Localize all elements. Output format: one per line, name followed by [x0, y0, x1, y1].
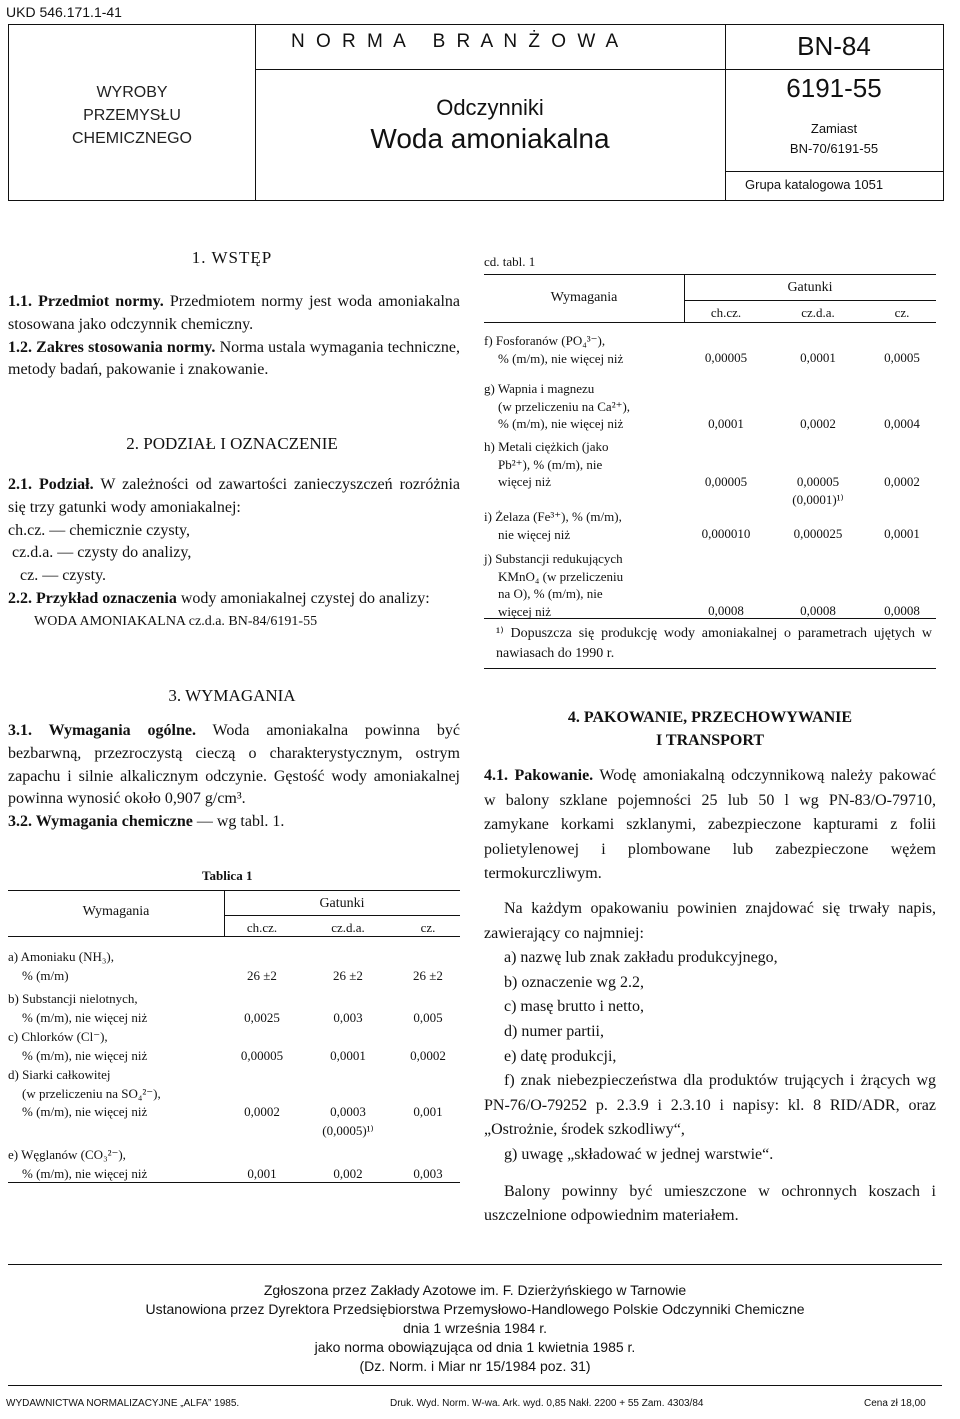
label-item-g: g) uwagę „składować w jednej warstwie“. [504, 1145, 774, 1163]
section-2-title: 2. PODZIAŁ I OZNACZENIE [126, 434, 338, 453]
label-item-d: d) numer partii, [504, 1022, 604, 1040]
grade-1: ch.cz. — chemicznie czysty, [8, 521, 190, 539]
table-1 [8, 890, 460, 1186]
norm-number: 6191-55 [786, 73, 882, 103]
t1-col-czda: cz.d.a. [331, 920, 365, 935]
t1c-row-h-v2: 0,00005 [796, 474, 840, 489]
p12-text: Norma ustala wymagania techniczne, metody badań, pakowanie i znakowanie. [8, 338, 460, 379]
label-item-f: f) znak niebezpieczeństwa dla produktów trujących i żrących wg PN-76/O-79252 p. 2.3.9 i 2.3.10 i napisy: kl. 8 RID/ADR, oraz „Ostrożnie, środek szkodliwy“, [484, 1072, 936, 1139]
t1c-row-j-v3: 0,0008 [884, 603, 920, 618]
t1c-row-h-l1: h) Metali ciężkich (jako [484, 439, 609, 454]
t1c-row-g-v3: 0,0004 [884, 416, 920, 431]
section-4-text [484, 764, 936, 1229]
t1c-row-h-l3: więcej niż [498, 474, 552, 489]
t1c-row-h [484, 438, 936, 508]
udc-code: UKD 546.171.1-41 [6, 4, 122, 20]
publisher-imprint: WYDAWNICTWA NORMALIZACYJNE „ALFA” 1985. [6, 1398, 240, 1409]
t1-row-b-v3: 0,005 [413, 1010, 443, 1025]
p41-heading: 4.1. Pakowanie. [484, 767, 594, 784]
approval-line-1: Zgłoszona przez Zakłady Azotowe im. F. Dzierżyńskiego w Tarnowie [263, 1282, 687, 1298]
price: Cena zł 18,00 [864, 1398, 926, 1409]
category: Odczynniki [436, 95, 544, 120]
p42-text: Na każdym opakowaniu powinien znajdować się trwały napis, zawierający co najmniej: [484, 899, 936, 942]
norm-type: N O R M A B R A N Ż O W A [291, 31, 622, 52]
section-3-title: 3. WYMAGANIA [168, 686, 296, 705]
t1c-row-f-v3: 0,0005 [884, 350, 920, 365]
p21-heading: 2.1. Podział. [8, 476, 94, 493]
p31-heading: 3.1. Wymagania ogólne. [8, 722, 196, 739]
t1-row-c-v1: 0,00005 [240, 1048, 284, 1063]
t1c-row-h-v1: 0,00005 [704, 474, 748, 489]
p22-text: wody amoniakalnej czystej do analizy: [180, 589, 430, 607]
t1-row-d-v3: 0,001 [413, 1104, 443, 1119]
label-items [484, 946, 936, 1069]
t1-row-b-label2: % (m/m), nie więcej niż [22, 1009, 148, 1025]
t1c-row-j [484, 550, 936, 622]
t1-row-d-label1: d) Siarki całkowitej [8, 1067, 111, 1082]
t1c-row-i-v3: 0,0001 [884, 526, 920, 541]
t1-row-b-v1: 0,0025 [244, 1010, 280, 1025]
p12-heading: 1.2. Zakres stosowania normy. [8, 338, 216, 356]
t1-row-a-label2: % (m/m) [22, 967, 69, 983]
t1-row-c-label1: c) Chlorków (Cl⁻), [8, 1029, 108, 1044]
t1c-row-h-note: (0,0001)¹⁾ [792, 492, 844, 507]
t1-row-d-note: (0,0005)¹⁾ [322, 1123, 374, 1138]
t1c-row-g [484, 380, 936, 438]
t1-row-c [8, 1028, 460, 1066]
t1c-row-f-l1: f) Fosforanów (PO₄³⁻), [484, 333, 606, 348]
t1c-col-czda: cz.d.a. [801, 305, 835, 320]
t1-row-c-v3: 0,0002 [410, 1048, 446, 1063]
t1-header-requirements: Wymagania [82, 904, 150, 919]
bn-code: BN-84 [797, 31, 871, 61]
t1-row-a-v3: 26 ±2 [413, 968, 443, 983]
t1-col-cz: cz. [420, 920, 436, 935]
t1c-row-j-l2: KMnO₄ (w przeliczeniu [498, 568, 624, 584]
table1-title: Tablica 1 [202, 868, 253, 883]
header-box [8, 24, 944, 201]
t1-row-d [8, 1066, 460, 1146]
t1c-header-requirements: Wymagania [550, 290, 618, 305]
t1c-row-j-l3: na O), % (m/m), nie [498, 586, 603, 601]
t1c-row-j-l4: więcej niż [498, 603, 552, 619]
t1-row-e-v2: 0,002 [333, 1166, 363, 1181]
approval-block [8, 1264, 942, 1386]
t1c-row-g-l1: g) Wapnia i magnezu [484, 381, 595, 396]
section-3-text [8, 720, 460, 834]
p11-heading: 1.1. Przedmiot normy. [8, 293, 164, 310]
catalog-group: Grupa katalogowa 1051 [745, 177, 884, 192]
t1-row-a-label1: a) Amoniaku (NH₃), [8, 949, 114, 964]
t1-row-c-v2: 0,0001 [330, 1048, 366, 1063]
approval-line-3: dnia 1 września 1984 r. [403, 1320, 547, 1336]
t1c-row-g-l3: % (m/m), nie więcej niż [498, 416, 624, 431]
t1c-body [484, 332, 936, 622]
t1-row-c-label2: % (m/m), nie więcej niż [22, 1047, 148, 1063]
section-2-text [8, 474, 460, 634]
t1c-row-g-v2: 0,0002 [800, 416, 836, 431]
t1c-row-f-v2: 0,0001 [800, 350, 836, 365]
section-1-title: 1. WSTĘP [191, 248, 273, 267]
replaces-ref: BN-70/6191-55 [789, 141, 879, 156]
t1-row-b-v2: 0,003 [333, 1010, 363, 1025]
t1c-row-f [484, 332, 936, 380]
left-line-2: PRZEMYSŁU [83, 107, 181, 124]
p22-heading: 2.2. Przykład oznaczenia [8, 589, 177, 607]
t1-row-e-label2: % (m/m), nie więcej niż [22, 1165, 148, 1181]
grade-3: cz. — czysty. [20, 567, 107, 585]
p43-text: Balony powinny być umieszczone w ochronnych koszach i uszczelnione odpowiednim materiałem. [484, 1182, 936, 1225]
product-name: Woda amoniakalna [370, 123, 610, 154]
t1-row-a-v2: 26 ±2 [333, 968, 363, 983]
label-item-e: e) datę produkcji, [504, 1047, 617, 1065]
print-info: Druk. Wyd. Norm. W-wa. Ark. wyd. 0,85 Nakł. 2200 + 55 Zam. 4303/84 [390, 1398, 704, 1409]
approval-line-2: Ustanowiona przez Dyrektora Przedsiębiorstwa Przemysłowo-Handlowego Polskie Odczynniki Chemiczne [145, 1301, 805, 1317]
approval-line-4: jako norma obowiązująca od dnia 1 kwietnia 1985 r. [314, 1339, 636, 1355]
label-item-c: c) masę brutto i netto, [504, 998, 644, 1016]
t1-row-b [8, 990, 460, 1028]
t1-header-grades: Gatunki [319, 896, 365, 911]
p31-text: Woda amoniakalna powinna być bezbarwną, przezroczystą cieczą o charakterystycznym, ostrym zapachu i silnie alkalicznym odczynie. Gęstość wody amoniakalnej powinna wynosić około 0,907 g/cm³. [8, 722, 461, 808]
t1c-row-f-l2: % (m/m), nie więcej niż [498, 350, 624, 366]
section-4-title-line1: 4. PAKOWANIE, PRZECHOWYWANIE [567, 709, 853, 726]
p32-heading: 3.2. Wymagania chemiczne [8, 813, 193, 831]
t1-row-b-label1: b) Substancji nielotnych, [8, 991, 138, 1006]
label-item-a: a) nazwę lub znak zakładu produkcyjnego, [504, 949, 778, 967]
t1c-row-h-l2: Pb²⁺), % (m/m), nie [498, 456, 603, 472]
section-1-text [8, 291, 460, 382]
t1c-row-i-l1: i) Żelaza (Fe³⁺), % (m/m), [484, 509, 622, 524]
t1-row-e-v1: 0,001 [247, 1166, 277, 1181]
t1c-row-i-v2: 0,000025 [793, 526, 843, 541]
t1-row-d-v2: 0,0003 [330, 1104, 366, 1119]
p21-text: W zależności od zawartości zanieczyszczeń rozróżnia się trzy gatunki wody amoniakalnej: [8, 476, 460, 516]
t1c-row-f-v1: 0,00005 [704, 350, 748, 365]
left-line-1: WYROBY [96, 84, 168, 101]
table-footnote: ¹⁾ Dopuszcza się produkcję wody amoniakalnej o parametrach ujętych w nawiasach do 1990 r. [496, 626, 932, 661]
t1-row-e-v3: 0,003 [413, 1166, 443, 1181]
t1c-row-i [484, 508, 936, 550]
grade-2: cz.d.a. — czysty do analizy, [12, 544, 192, 562]
t1-body [8, 948, 460, 1186]
t1-row-e [8, 1146, 460, 1186]
designation-example: WODA AMONIAKALNA cz.d.a. BN-84/6191-55 [34, 613, 318, 629]
t1c-row-j-l1: j) Substancji redukujących [484, 551, 623, 566]
t1c-row-g-v1: 0,0001 [708, 416, 744, 431]
table1-cd-title: cd. tabl. 1 [484, 254, 536, 269]
t1c-row-j-v2: 0,0008 [800, 603, 836, 618]
t1-row-d-label2: % (m/m), nie więcej niż [22, 1104, 148, 1119]
t1-row-a [8, 948, 460, 990]
publisher-block [9, 81, 255, 150]
t1c-col-chcz: ch.cz. [710, 305, 742, 320]
p32-text: — wg tabl. 1. [196, 813, 285, 831]
approval-line-5: (Dz. Norm. i Miar nr 15/1984 poz. 31) [359, 1358, 591, 1374]
t1c-row-g-l2: (w przeliczeniu na Ca²⁺), [498, 398, 631, 414]
section-4-title [484, 706, 936, 752]
t1c-row-h-v3: 0,0002 [884, 474, 920, 489]
label-item-b: b) oznaczenie wg 2.2, [504, 973, 644, 991]
table-1-cont [484, 274, 936, 670]
p41-text: Wodę amoniakalną odczynnikową należy pakować w balony szklane pojemności 25 lub 50 l wg PN-83/O-79710, zamykane korkami szklanymi, zabezpieczone kapturami z folii polietylenowej i plombowane lub zabezpieczone wężem termokurczliwym. [484, 767, 937, 883]
t1c-row-j-v1: 0,0008 [708, 603, 744, 618]
t1c-row-i-v1: 0,000010 [701, 526, 751, 541]
left-line-3: CHEMICZNEGO [72, 130, 192, 147]
t1c-col-cz: cz. [894, 305, 910, 320]
t1c-row-i-l2: nie więcej niż [498, 526, 571, 542]
t1-row-d-v1: 0,0002 [244, 1104, 280, 1119]
replaces-label: Zamiast [810, 121, 858, 136]
t1-row-a-v1: 26 ±2 [247, 968, 277, 983]
t1-row-d-label1b: (w przeliczeniu na SO₄²⁻), [22, 1085, 161, 1101]
t1-row-e-label1: e) Węglanów (CO₃²⁻), [8, 1147, 126, 1162]
t1-col-chcz: ch.cz. [246, 920, 278, 935]
section-4-title-line2: I TRANSPORT [655, 732, 765, 749]
p11-text: Przedmiotem normy jest woda amoniakalna stosowana jako odczynnik chemiczny. [8, 293, 460, 333]
t1c-header-grades: Gatunki [787, 280, 833, 295]
